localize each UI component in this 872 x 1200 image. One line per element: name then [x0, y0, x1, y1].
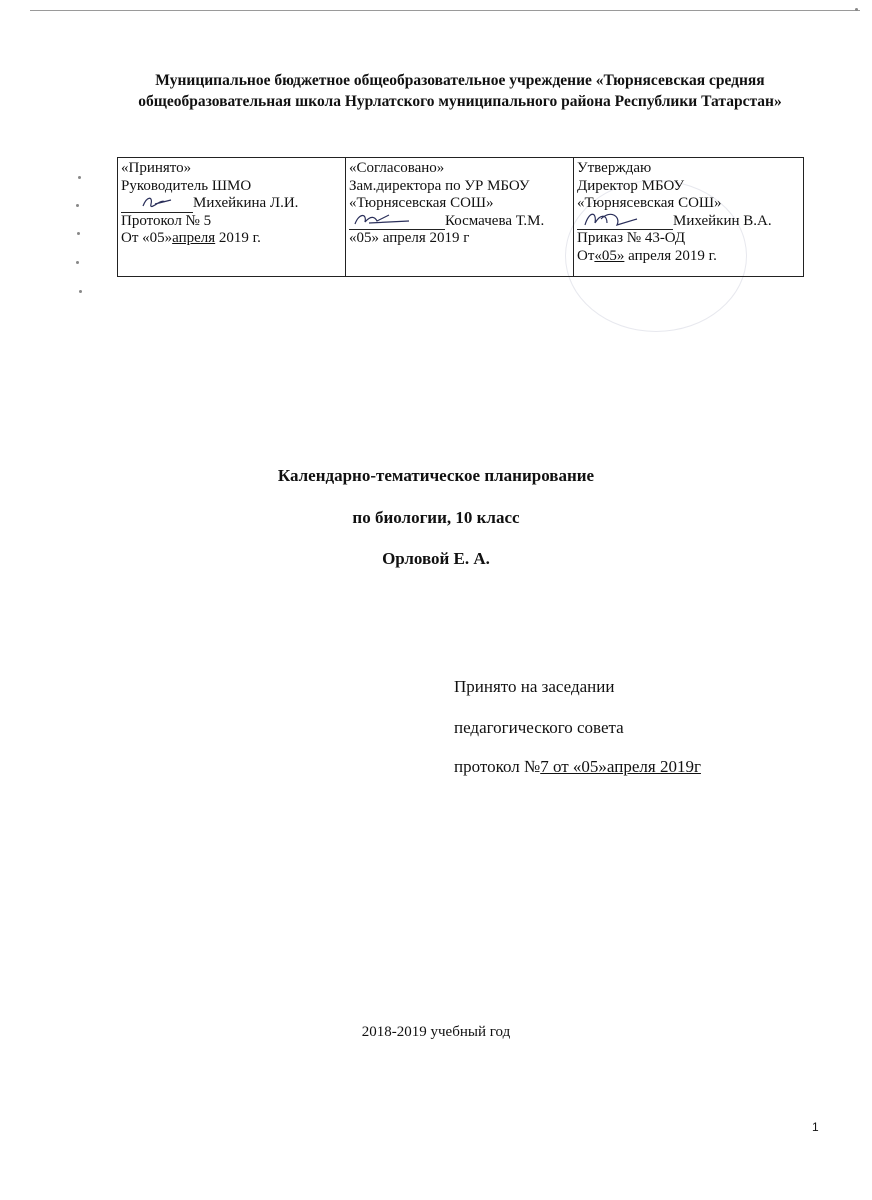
- signature-icon: [577, 209, 673, 229]
- signature-line: [121, 198, 193, 213]
- approval-table: [117, 157, 804, 277]
- cell-line: Руководитель ШМО: [121, 177, 252, 194]
- signature-line: [349, 215, 445, 230]
- cell-line: Протокол № 5: [121, 212, 212, 229]
- approval-cell-approved: [574, 158, 804, 277]
- school-header: [60, 70, 860, 112]
- council-line-2: педагогического совета: [454, 718, 624, 737]
- cell-line: Михейкин В.А.: [673, 212, 772, 229]
- plan-author: Орловой Е. А.: [382, 549, 490, 568]
- cell-line: «Принято»: [121, 160, 192, 176]
- protocol-number-date: 7 от «05»апреля 2019г: [540, 757, 701, 776]
- cell-line: Приказ № 43-ОД: [577, 230, 686, 246]
- plan-title: Календарно-тематическое планирование: [277, 466, 595, 485]
- cell-line: «Тюрнясевская СОШ»: [577, 195, 722, 211]
- scan-mark: [79, 290, 82, 293]
- plan-subject: по биологии, 10 класс: [352, 508, 520, 527]
- date-suffix: 2019 г.: [215, 230, 261, 246]
- date-day: «05»: [594, 247, 625, 264]
- approval-cell-agreed: [346, 158, 574, 277]
- header-line-2: общеобразовательная школа Нурлатского муниципального района Республики Татарстан»: [138, 93, 782, 110]
- date-suffix: апреля 2019 г.: [624, 247, 717, 264]
- approval-cell-accepted: [118, 158, 346, 277]
- scan-mark: [855, 8, 858, 11]
- scan-edge-line: [30, 10, 860, 11]
- cell-line: Зам.директора по УР МБОУ: [349, 177, 530, 194]
- date-line: [121, 230, 342, 248]
- council-line-1: Принято на заседании: [454, 677, 615, 696]
- cell-line: Утверждаю: [577, 160, 652, 176]
- cell-line: «Тюрнясевская СОШ»: [349, 195, 494, 211]
- scan-mark: [77, 232, 80, 235]
- date-prefix: От «05»: [121, 230, 173, 246]
- scan-mark: [76, 204, 79, 207]
- signature-icon: [121, 192, 193, 212]
- date-month: апреля: [172, 230, 216, 246]
- cell-line: «05» апреля 2019 г: [349, 230, 470, 246]
- date-prefix: От: [577, 247, 595, 264]
- cell-line: «Согласовано»: [349, 160, 445, 176]
- signature-line: [577, 215, 673, 230]
- council-protocol: [454, 757, 701, 777]
- school-year: 2018-2019 учебный год: [361, 1024, 511, 1040]
- cell-line: Космачева Т.М.: [445, 212, 545, 229]
- signature-icon: [349, 209, 445, 229]
- protocol-prefix: протокол №: [454, 757, 541, 776]
- date-line: [577, 248, 800, 266]
- scan-mark: [76, 261, 79, 264]
- scan-mark: [78, 176, 81, 179]
- header-line-1: Муниципальное бюджетное общеобразовательное учреждение «Тюрнясевская средняя: [155, 72, 765, 89]
- cell-line: Директор МБОУ: [577, 177, 685, 194]
- cell-line: Михейкина Л.И.: [193, 195, 299, 211]
- page-number: 1: [812, 1120, 819, 1134]
